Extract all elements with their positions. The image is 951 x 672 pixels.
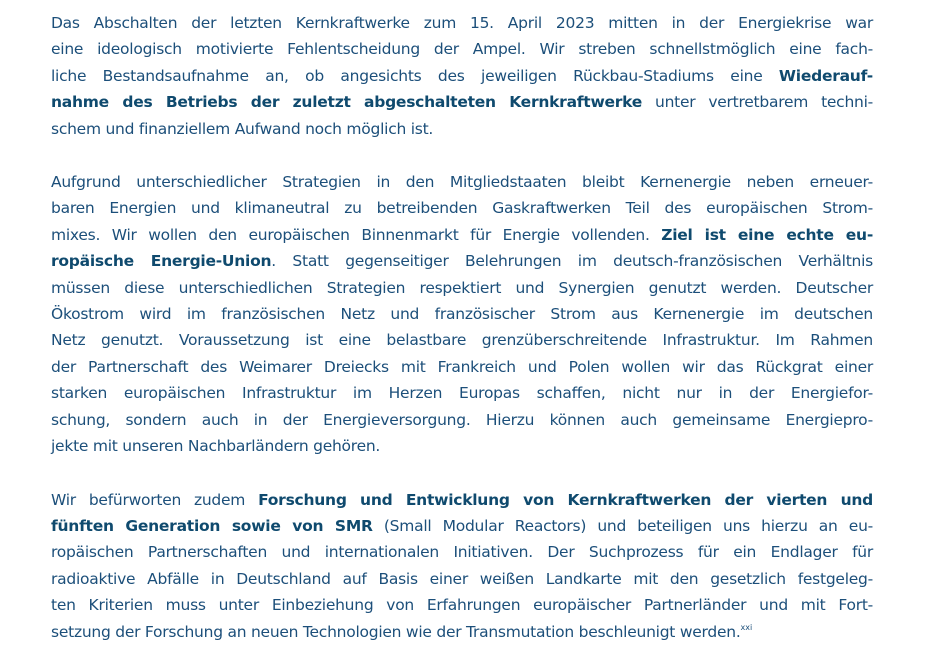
emphasized-text: nahme des Betriebs der zuletzt abgeschalteten Kernkraftwerke: [51, 93, 643, 112]
paragraph: [51, 487, 873, 645]
text-segment: (Small Modular Reactors) und beteiligen uns hierzu an eu-: [372, 516, 874, 535]
text-segment: Das Abschalten der letzten Kernkraftwerke zum 15. April 2023 mitten in der Energiekrise war: [51, 14, 873, 32]
text-segment: Netz genutzt. Voraussetzung ist eine belastbare grenzüberschreitende Infrastruktur. Im Rahmen: [51, 331, 873, 350]
text-line: [51, 380, 873, 406]
text-segment: . Statt gegenseitiger Belehrungen im deutsch-französischen Verhältnis: [271, 252, 873, 271]
text-line: [51, 327, 873, 353]
text-segment: Wir befürworten zudem: [51, 490, 259, 509]
text-segment: baren Energien und klimaneutral zu betreibenden Gaskraftwerken Teil des europäischen Strom-: [51, 199, 873, 218]
text-segment: schung, sondern auch in der Energieversorgung. Hierzu können auch gemeinsame Energiepro-: [51, 410, 873, 429]
text-line: [51, 592, 873, 618]
text-line: [51, 301, 873, 327]
text-line: [51, 89, 873, 115]
text-line: [51, 433, 873, 459]
document-body: [51, 10, 873, 645]
text-line: [51, 222, 873, 248]
text-segment: starken europäischen Infrastruktur im Herzen Europas schaffen, nicht nur in der Energiefor-: [51, 384, 873, 403]
text-segment: mixes. Wir wollen den europäischen Binnenmarkt für Energie vollenden.: [51, 225, 662, 244]
text-line: [51, 275, 873, 301]
paragraph: [51, 169, 873, 459]
text-line: [51, 195, 873, 221]
footnote-marker: xxi: [740, 622, 753, 632]
text-segment: schem und finanziellem Aufwand noch möglich ist.: [51, 119, 434, 138]
text-segment: Ökostrom wird im französischen Netz und französischer Strom aus Kernenergie im deutschen: [51, 305, 873, 324]
text-line: [51, 116, 873, 142]
text-line: [51, 619, 873, 645]
text-segment: ten Kriterien muss unter Einbeziehung von Erfahrungen europäischer Partnerländer und mit Fort-: [51, 596, 873, 615]
text-segment: setzung der Forschung an neuen Technologien wie der Transmutation beschleunigt werden.: [51, 622, 741, 641]
text-line: [51, 539, 873, 565]
text-line: [51, 63, 873, 89]
text-segment: Aufgrund unterschiedlicher Strategien in den Mitgliedstaaten bleibt Kernenergie neben erneuer-: [51, 173, 873, 192]
emphasized-text: fünften Generation sowie von SMR: [51, 516, 373, 535]
text-segment: müssen diese unterschiedlichen Strategien respektiert und Synergien genutzt werden. Deutscher: [51, 278, 873, 297]
text-line: [51, 36, 873, 62]
text-line: [51, 10, 873, 36]
text-line: [51, 566, 873, 592]
text-line: [51, 487, 873, 513]
text-line: [51, 513, 873, 539]
text-segment: jekte mit unseren Nachbarländern gehören.: [51, 437, 381, 456]
emphasized-text: Wiederauf-: [778, 66, 873, 85]
document-page: [51, 10, 873, 672]
text-segment: liche Bestandsaufnahme an, ob angesichts des jeweiligen Rückbau-Stadiums eine: [51, 66, 779, 85]
emphasized-text: Forschung und Entwicklung von Kernkraftwerken der vierten und: [258, 490, 873, 509]
text-line: [51, 407, 873, 433]
paragraph: [51, 10, 873, 142]
emphasized-text: Ziel ist eine echte eu-: [661, 225, 873, 244]
text-segment: radioaktive Abfälle in Deutschland auf Basis einer weißen Landkarte mit den gesetzlich festgeleg-: [51, 569, 873, 588]
text-segment: ropäischen Partnerschaften und internationalen Initiativen. Der Suchprozess für ein Endlager für: [51, 543, 873, 562]
text-segment: eine ideologisch motivierte Fehlentscheidung der Ampel. Wir streben schnellstmöglich eine fach-: [51, 40, 873, 59]
text-line: [51, 248, 873, 274]
text-line: [51, 354, 873, 380]
text-segment: der Partnerschaft des Weimarer Dreiecks mit Frankreich und Polen wollen wir das Rückgrat einer: [51, 357, 873, 376]
text-segment: unter vertretbarem techni-: [642, 93, 873, 112]
text-line: [51, 169, 873, 195]
emphasized-text: ropäische Energie-Union: [51, 252, 272, 271]
